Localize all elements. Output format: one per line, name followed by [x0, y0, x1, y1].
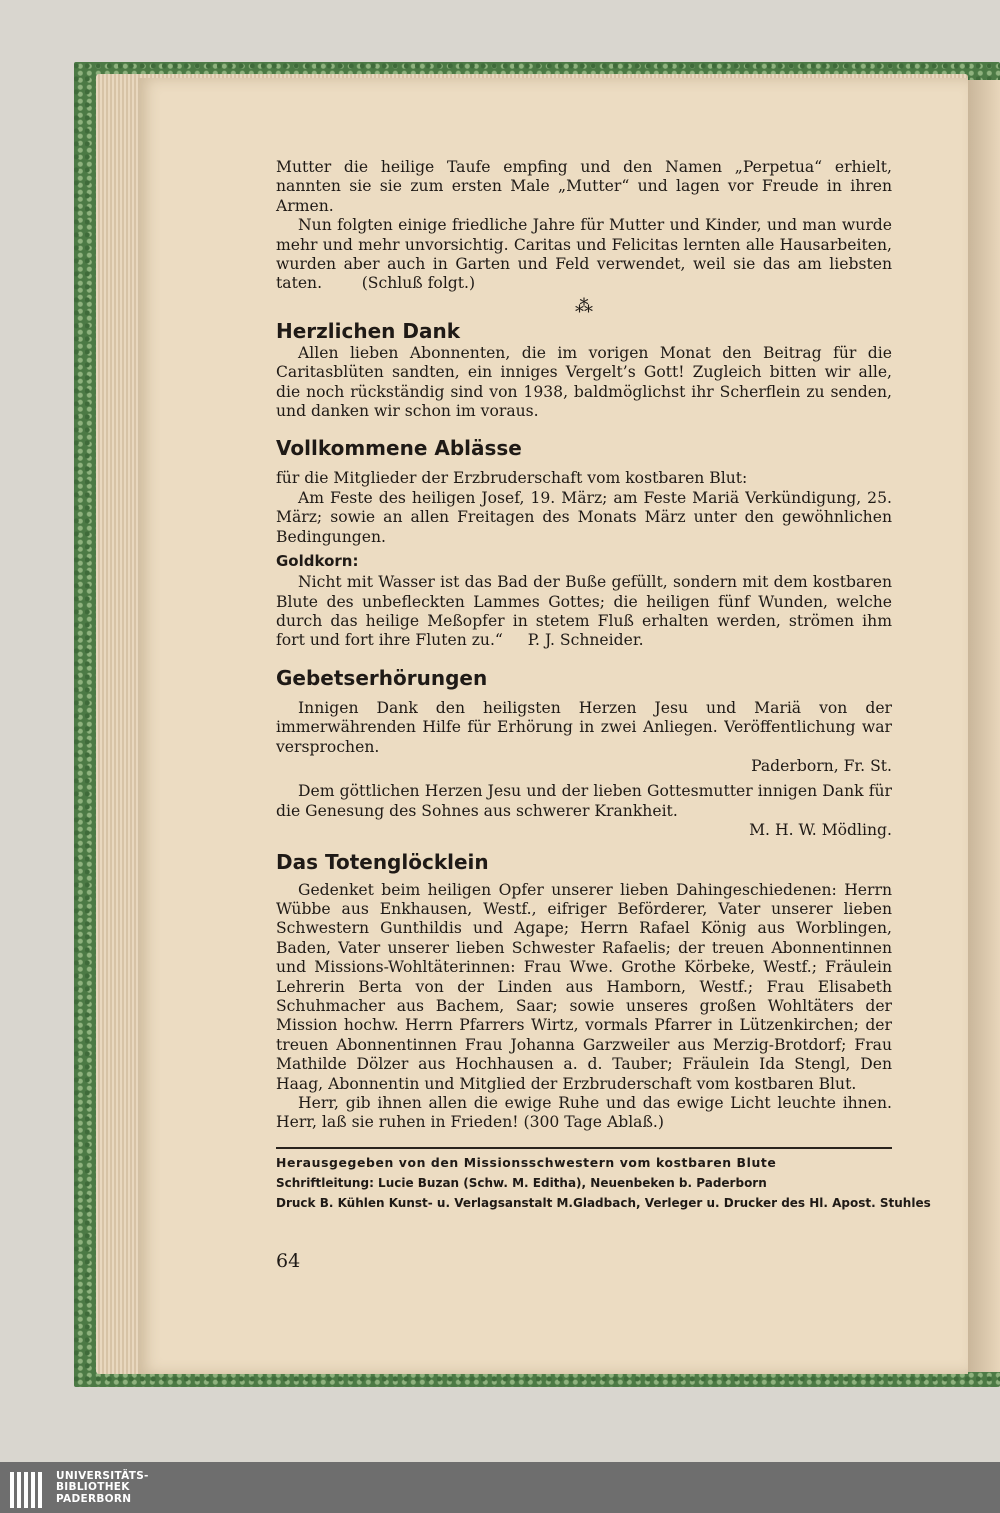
imprint-publisher: Herausgegeben von den Missionsschwestern vom kostbaren Blute: [276, 1154, 777, 1170]
section-title-totengloecklein: Das Totenglöcklein: [276, 849, 489, 874]
section-title-goldkorn: Goldkorn:: [276, 552, 359, 571]
intro-paragraph: Mutter die heilige Taufe empfing und den Namen „Perpetua“ erhielt, nannten sie sie zum ersten Male „Mutter“ und lagen vor Freude in ihren Armen.: [276, 158, 892, 215]
imprint-editor: Schriftleitung: Lucie Buzan (Schw. M. Editha), Neuenbeken b. Paderborn: [276, 1175, 767, 1190]
library-logo: [8, 1466, 149, 1510]
goldkorn-quote: Nicht mit Wasser ist das Bad der Buße gefüllt, sondern mit dem kostbaren Blute des unbefleckten Lammes Gottes; die heiligen fünf Wunden, welche durch das heilige Meßopfer in stetem Fluß erhalten werden, strömen ihm fort und fort ihre Fluten zu.“: [276, 573, 892, 650]
ablaesse-text: Am Feste des heiligen Josef, 19. März; am Feste Mariä Verkündigung, 25. März; sowie an allen Freitagen des Monats März unter den gewöhnlichen Bedingungen.: [276, 488, 892, 546]
library-logo-icon: [8, 1468, 48, 1508]
goldkorn-text: [276, 573, 892, 651]
totengloecklein-text: Gedenket beim heiligen Opfer unserer lieben Dahingeschiedenen: Herrn Wübbe aus Enkhausen, Westf., eifriger Beförderer, Vater unserer lieben Schwestern Gunthildis und Agape; Herrn Rafael König aus Worblingen, Baden, Vater unserer lieben Schwester Rafaelis; der treuen Abonnentinnen und Missions-Wohltäterinnen: Frau Wwe. Grothe Körbeke, Westf.; Fräulein Lehrerin Berta von der Linden aus Hamborn, Westf.; Frau Elisabeth Schuhmacher aus Bachem, Saar; sowie unseres großen Wohltäters der Mission hochw. Herrn Pfarrers Wirtz, vormals Pfarrer in Lützenkirchen; der treuen Abonnentinnen Frau Johanna Garzweiler aus Merzig-Brotdorf; Frau Mathilde Dölzer aus Hochhausen a. d. Tauber; Fräulein Ida Stengl, Den Haag, Abonnentin und Mitglied der Erzbruderschaft vom kostbaren Blut.: [276, 880, 892, 1093]
section-title-ablaesse: Vollkommene Ablässe: [276, 436, 522, 461]
page-number: 64: [276, 1250, 301, 1272]
continued-note: (Schluß folgt.): [361, 274, 476, 293]
facing-page-edge: [968, 80, 1000, 1372]
imprint-printer: Druck B. Kühlen Kunst- u. Verlagsanstalt M.Gladbach, Verleger u. Drucker des Hl. Apost. Stuhles: [276, 1195, 931, 1210]
ablaesse-lead: für die Mitglieder der Erzbruderschaft vom kostbaren Blut:: [276, 469, 748, 488]
footer-bar: [0, 1462, 1000, 1513]
footer-divider: [276, 1147, 892, 1149]
intro-paragraph: [276, 216, 892, 294]
gebetserhoerung-text: Innigen Dank den heiligsten Herzen Jesu und Mariä von der immerwährenden Hilfe für Erhörung in zwei Anliegen. Veröffentlichung war versprochen.: [276, 698, 892, 756]
totengloecklein-prayer: Herr, gib ihnen allen die ewige Ruhe und das ewige Licht leuchte ihnen. Herr, laß sie ruhen in Frieden! (300 Tage Ablaß.): [276, 1094, 892, 1132]
goldkorn-author: P. J. Schneider.: [527, 631, 644, 650]
ornament-icon: ⁂: [575, 295, 593, 317]
intro-paragraph-text: Nun folgten einige friedliche Jahre für Mutter und Kinder, und man wurde mehr und mehr unvorsichtig. Caritas und Felicitas lernten alle Hausarbeiten, wurden aber auch in Garten und Feld verwendet, weil sie das am liebsten taten.: [276, 216, 892, 293]
gebetserhoerung-text: Dem göttlichen Herzen Jesu und der lieben Gottesmutter innigen Dank für die Genesung des Sohnes aus schwerer Krankheit.: [276, 782, 892, 820]
gebetserhoerung-signature: Paderborn, Fr. St.: [751, 756, 892, 775]
dank-text: Allen lieben Abonnenten, die im vorigen Monat den Beitrag für die Caritasblüten sandten, ein inniges Vergelt’s Gott! Zugleich bitten wir alle, die noch rückständig sind von 1938, baldmöglichst ihr Scherflein zu senden, und danken wir schon im voraus.: [276, 343, 892, 421]
section-title-dank: Herzlichen Dank: [276, 318, 461, 343]
page-content: [276, 158, 931, 1213]
library-logo-text: UNIVERSITÄTS- BIBLIOTHEK PADERBORN: [56, 1469, 149, 1505]
section-title-gebetserhoerungen: Gebetserhörungen: [276, 665, 488, 690]
gebetserhoerung-signature: M. H. W. Mödling.: [749, 821, 892, 840]
